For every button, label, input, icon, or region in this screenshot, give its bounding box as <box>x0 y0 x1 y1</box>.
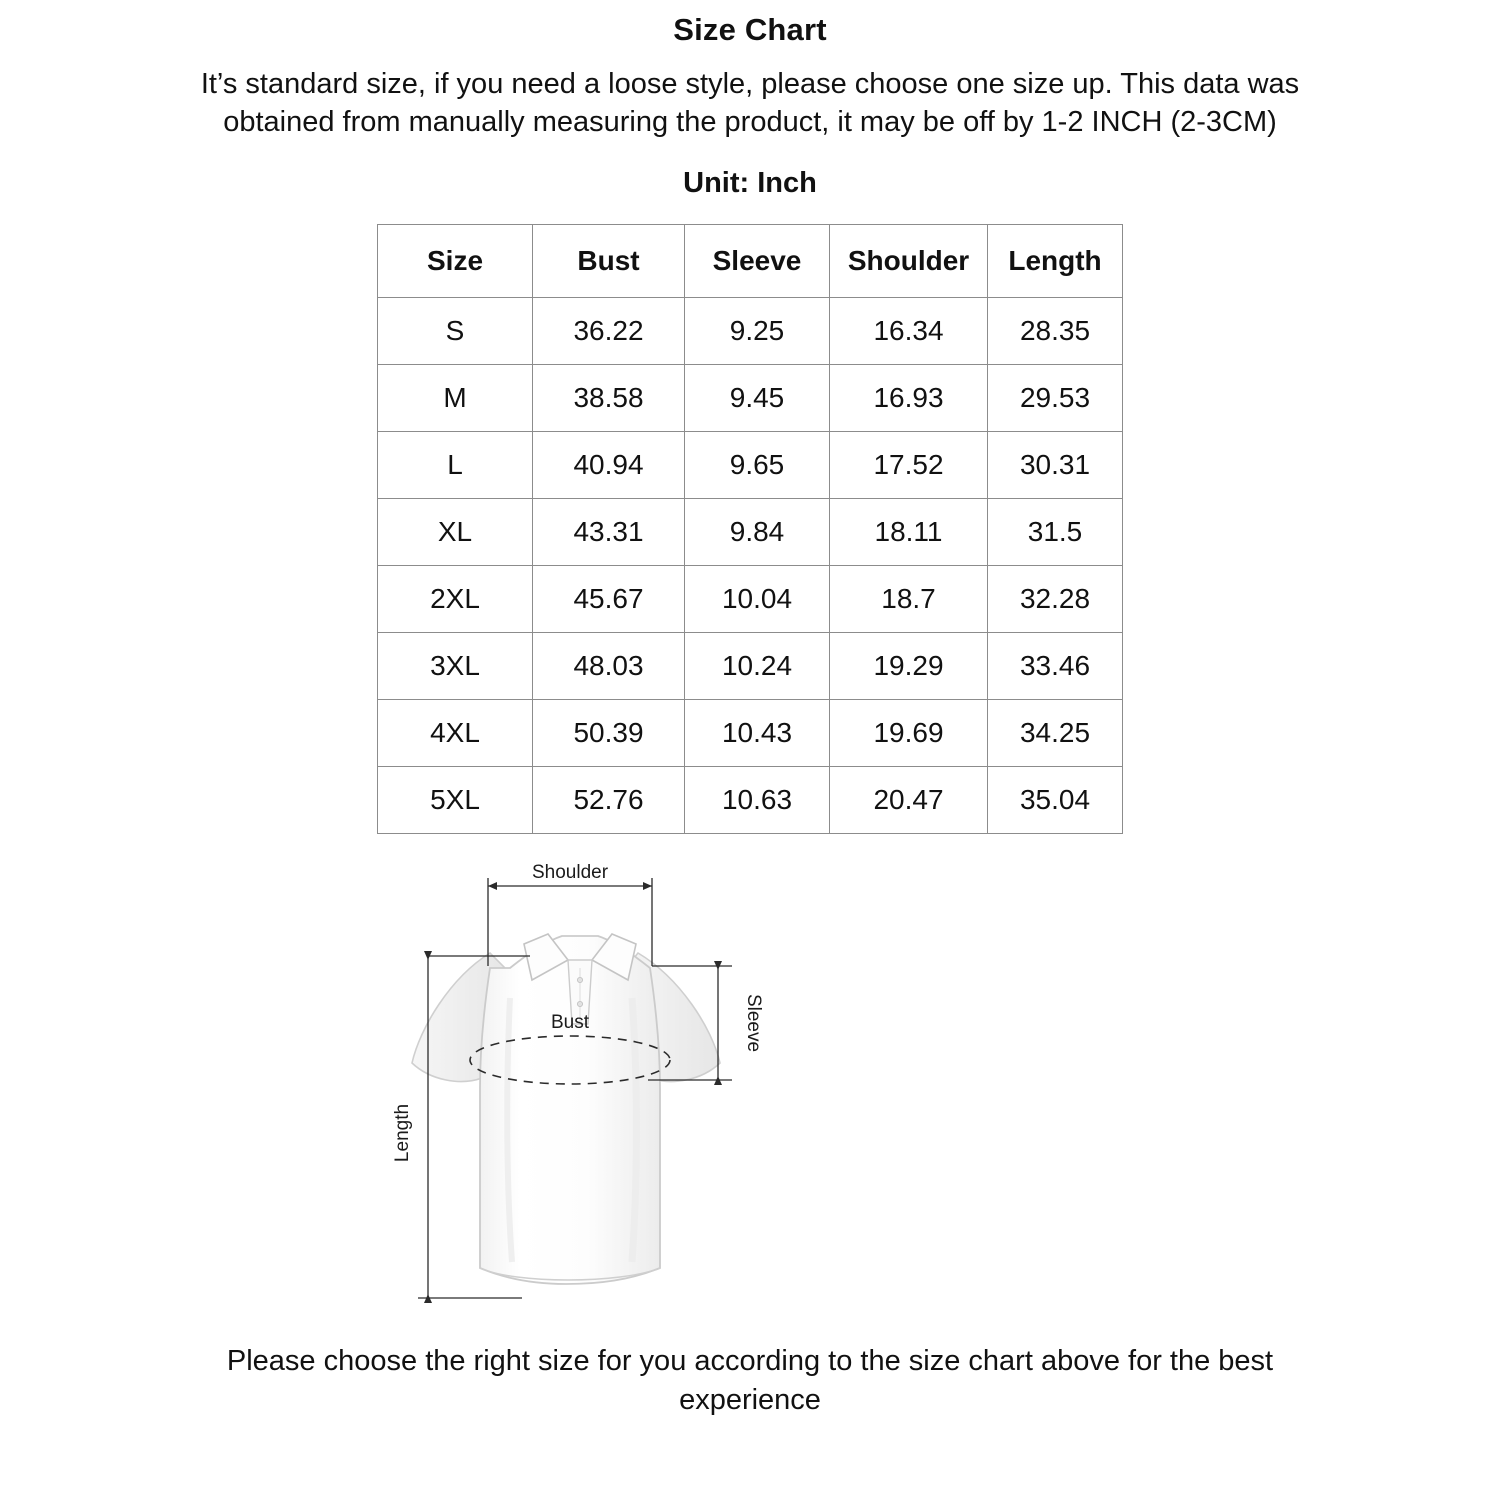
cell-size: 3XL <box>378 633 533 700</box>
cell-size: S <box>378 298 533 365</box>
cell-sleeve: 10.63 <box>685 767 830 834</box>
cell-shoulder: 19.29 <box>830 633 988 700</box>
bust-label: Bust <box>550 1012 590 1034</box>
cell-length: 32.28 <box>988 566 1123 633</box>
cell-size: L <box>378 432 533 499</box>
table-row <box>378 700 1123 767</box>
cell-length: 31.5 <box>988 499 1123 566</box>
shirt-illustration <box>412 934 720 1284</box>
cell-length: 33.46 <box>988 633 1123 700</box>
cell-size: 5XL <box>378 767 533 834</box>
cell-sleeve: 10.24 <box>685 633 830 700</box>
cell-size: 4XL <box>378 700 533 767</box>
cell-sleeve: 9.25 <box>685 298 830 365</box>
size-chart-page <box>0 12 1500 1512</box>
table-row <box>378 499 1123 566</box>
cell-shoulder: 18.7 <box>830 566 988 633</box>
cell-bust: 38.58 <box>533 365 685 432</box>
cell-size: 2XL <box>378 566 533 633</box>
cell-bust: 45.67 <box>533 566 685 633</box>
cell-length: 30.31 <box>988 432 1123 499</box>
table-row <box>378 633 1123 700</box>
table-row <box>378 566 1123 633</box>
cell-sleeve: 10.43 <box>685 700 830 767</box>
measurement-diagram <box>0 848 1500 1328</box>
cell-bust: 43.31 <box>533 499 685 566</box>
shoulder-label: Shoulder <box>531 862 609 884</box>
cell-sleeve: 9.45 <box>685 365 830 432</box>
intro-text: It’s standard size, if you need a loose style, please choose one size up. This data was obtained from manually measuring the product, it may be off by 1-2 INCH (2-3CM) <box>200 68 1300 138</box>
page-title: Size Chart <box>673 12 827 47</box>
table-row <box>378 432 1123 499</box>
column-header-length: Length <box>988 225 1123 298</box>
cell-shoulder: 16.34 <box>830 298 988 365</box>
cell-sleeve: 9.65 <box>685 432 830 499</box>
cell-shoulder: 20.47 <box>830 767 988 834</box>
column-header-sleeve: Sleeve <box>685 225 830 298</box>
cell-shoulder: 18.11 <box>830 499 988 566</box>
column-header-bust: Bust <box>533 225 685 298</box>
size-table-container <box>0 224 1500 834</box>
sleeve-label: Sleeve <box>743 994 764 1053</box>
cell-length: 35.04 <box>988 767 1123 834</box>
cell-length: 29.53 <box>988 365 1123 432</box>
table-row <box>378 365 1123 432</box>
size-table <box>377 224 1123 834</box>
cell-length: 34.25 <box>988 700 1123 767</box>
length-label: Length <box>392 1104 413 1163</box>
cell-bust: 50.39 <box>533 700 685 767</box>
table-row <box>378 767 1123 834</box>
cell-shoulder: 16.93 <box>830 365 988 432</box>
cell-sleeve: 9.84 <box>685 499 830 566</box>
footer-note: Please choose the right size for you according to the size chart above for the best experience <box>226 1345 1274 1416</box>
table-row <box>378 298 1123 365</box>
cell-shoulder: 17.52 <box>830 432 988 499</box>
column-header-shoulder: Shoulder <box>830 225 988 298</box>
cell-length: 28.35 <box>988 298 1123 365</box>
cell-bust: 52.76 <box>533 767 685 834</box>
unit-label: Unit: Inch <box>683 167 817 200</box>
cell-sleeve: 10.04 <box>685 566 830 633</box>
cell-size: XL <box>378 499 533 566</box>
polo-shirt-diagram-svg <box>300 848 1200 1328</box>
cell-size: M <box>378 365 533 432</box>
cell-bust: 36.22 <box>533 298 685 365</box>
cell-bust: 40.94 <box>533 432 685 499</box>
cell-shoulder: 19.69 <box>830 700 988 767</box>
column-header-size: Size <box>378 225 533 298</box>
table-header-row <box>378 225 1123 298</box>
cell-bust: 48.03 <box>533 633 685 700</box>
